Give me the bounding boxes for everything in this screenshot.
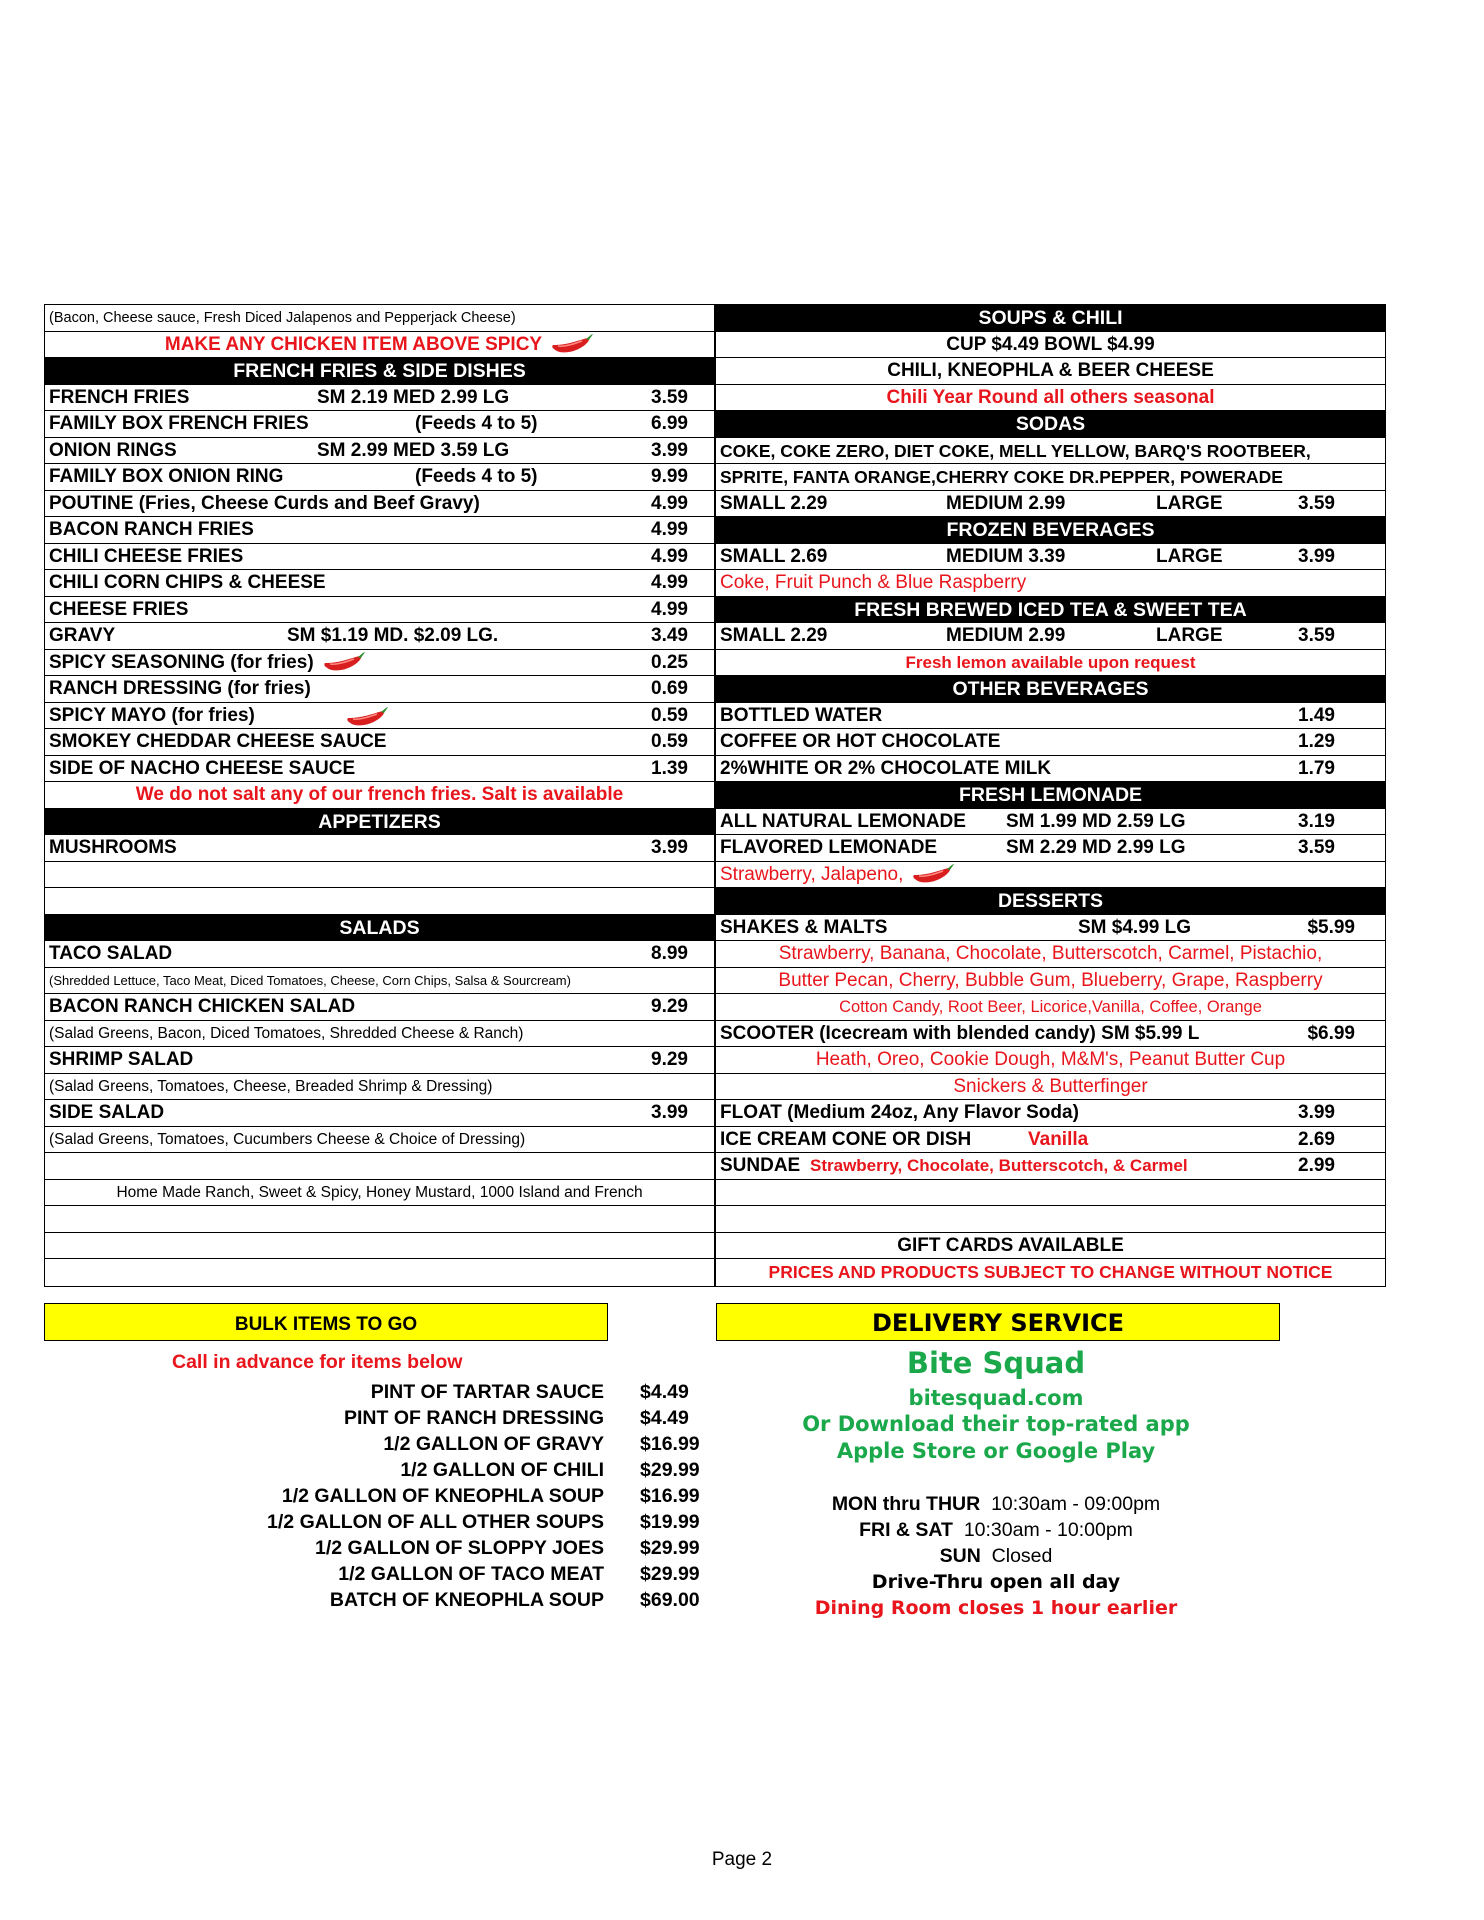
item-name-wrap [45, 650, 366, 676]
delivery-title: DELIVERY SERVICE [871, 1309, 1125, 1337]
item-price: 4.99 [651, 492, 688, 514]
bulk-item-name: 1/2 GALLON OF ALL OTHER SOUPS [267, 1511, 604, 1533]
size-large: LARGE [1156, 625, 1223, 646]
item-price: 0.59 [651, 704, 688, 726]
desserts-header-label: DESSERTS [997, 890, 1104, 912]
soups-header-label: SOUPS & CHILI [978, 307, 1123, 329]
smokey-row [45, 729, 714, 756]
cup-bowl-row [716, 332, 1385, 359]
item-name: POUTINE (Fries, Cheese Curds and Beef Gravy) [49, 492, 480, 514]
item-sizes: SM 2.99 MED 3.59 LG [317, 439, 510, 461]
bulk-item-price: $29.99 [640, 1563, 700, 1585]
delivery-service-name: Bite Squad [906, 1346, 1086, 1380]
item-price: 2.99 [1298, 1155, 1335, 1176]
milk-row [716, 756, 1385, 783]
size-medium: MEDIUM 2.99 [946, 492, 1066, 514]
item-name: SPICY MAYO (for fries) [49, 704, 255, 726]
shake-flavors: Butter Pecan, Cherry, Bubble Gum, Blueberry, Grape, Raspberry [778, 969, 1323, 991]
chili-note: Chili Year Round all others seasonal [886, 386, 1215, 408]
hours-row [716, 1519, 1276, 1542]
bulk-item-name: PINT OF TARTAR SAUCE [370, 1381, 604, 1403]
delivery-title-box [716, 1303, 1280, 1341]
item-price: 3.99 [1298, 545, 1335, 567]
item-price: 3.49 [651, 625, 688, 646]
delivery-url[interactable]: bitesquad.com [908, 1386, 1084, 1410]
frozen-flavors: Coke, Fruit Punch & Blue Raspberry [720, 572, 1027, 593]
shrimp-desc-row [45, 1074, 714, 1101]
chili-line-row [716, 358, 1385, 385]
soup-list: CHILI, KNEOPHLA & BEER CHEESE [887, 360, 1214, 381]
item-name: ICE CREAM CONE OR DISH [720, 1128, 972, 1150]
lemonade-flavors-row [716, 862, 1385, 889]
gravy-row [45, 623, 714, 650]
tea-header-label: FRESH BREWED ICED TEA & SWEET TEA [854, 598, 1247, 621]
taco-desc-row [45, 968, 714, 995]
item-name: SCOOTER (Icecream with blended candy) SM $5.99 L [720, 1022, 1200, 1044]
size-large: LARGE [1156, 492, 1223, 514]
item-name: BACON RANCH FRIES [49, 519, 254, 540]
nacho-row [45, 756, 714, 783]
lemon-note-row [716, 650, 1385, 677]
size-small: SMALL 2.29 [720, 625, 828, 646]
shake-flavors-row-3 [716, 994, 1385, 1021]
soda-list: COKE, COKE ZERO, DIET COKE, MELL YELLOW, BARQ'S ROOTBEER, [720, 440, 1311, 461]
hours-time: 10:30am - 10:00pm [963, 1519, 1133, 1541]
item-price: 1.39 [651, 757, 688, 779]
sodas-header-label: SODAS [1015, 413, 1086, 435]
bulk-title: BULK ITEMS TO GO [234, 1314, 418, 1335]
menu-table [44, 304, 1386, 1282]
item-name: CHILI CHEESE FRIES [49, 545, 244, 567]
shake-flavors: Strawberry, Banana, Chocolate, Butterscotch, Carmel, Pistachio, [778, 943, 1323, 964]
item-price: 3.59 [1298, 837, 1335, 858]
disclaimer-row [716, 1259, 1385, 1286]
item-price: 6.99 [651, 413, 688, 434]
family-rings-row [45, 464, 714, 491]
bulk-item-name: 1/2 GALLON OF GRAVY [383, 1433, 604, 1455]
scooter-candy-row-1 [716, 1047, 1385, 1074]
scooter-candy-row-2 [716, 1074, 1385, 1101]
family-fries-row [45, 411, 714, 438]
cone-row [716, 1127, 1385, 1154]
chili-corn-row [45, 570, 714, 597]
dressings-list: Home Made Ranch, Sweet & Spicy, Honey Mustard, 1000 Island and French [116, 1183, 643, 1201]
bulk-item-name: 1/2 GALLON OF CHILI [400, 1459, 604, 1481]
chili-pepper-icon [911, 863, 955, 885]
item-price: 3.19 [1298, 810, 1335, 832]
bulk-title-box [44, 1303, 608, 1341]
item-name: SIDE SALAD [49, 1102, 165, 1123]
dressings-row [45, 1180, 714, 1207]
onion-rings-row [45, 438, 714, 465]
natural-lemonade-row [716, 809, 1385, 836]
salt-note-row [45, 782, 714, 809]
salt-note: We do not salt any of our french fries. Salt is available [135, 784, 624, 805]
other-header-label: OTHER BEVERAGES [952, 678, 1149, 700]
cup-bowl-prices: CUP $4.49 BOWL $4.99 [946, 333, 1155, 355]
soda-list: SPRITE, FANTA ORANGE,CHERRY COKE DR.PEPPER, POWERADE [720, 467, 1283, 487]
chili-pepper-icon [322, 651, 366, 673]
right-column [715, 304, 1386, 1287]
item-name: BACON RANCH CHICKEN SALAD [49, 996, 356, 1017]
size-medium: MEDIUM 2.99 [946, 625, 1066, 646]
item-name: FLOAT (Medium 24oz, Any Flavor Soda) [720, 1102, 1079, 1123]
ranch-row [45, 676, 714, 703]
item-name: SPICY SEASONING (for fries) [49, 651, 314, 673]
bulk-item-price: $4.49 [640, 1381, 689, 1403]
page-number: Page 2 [711, 1849, 773, 1870]
bulk-item-name: 1/2 GALLON OF SLOPPY JOES [315, 1537, 604, 1559]
frozen-sizes-row [716, 544, 1385, 571]
empty-row [45, 1153, 714, 1180]
item-description: (Salad Greens, Bacon, Diced Tomatoes, Shredded Cheese & Ranch) [49, 1024, 524, 1042]
flavored-lemonade-row [716, 835, 1385, 862]
item-name: CHEESE FRIES [49, 598, 189, 620]
scooter-candy: Heath, Oreo, Cookie Dough, M&M's, Peanut Butter Cup [815, 1049, 1286, 1070]
bulk-item-name: BATCH OF KNEOPHLA SOUP [329, 1589, 604, 1611]
sundae-row [716, 1153, 1385, 1180]
empty-row [45, 1206, 714, 1233]
item-name: FLAVORED LEMONADE [720, 837, 938, 858]
shakes-row [716, 915, 1385, 942]
item-feeds: (Feeds 4 to 5) [415, 413, 538, 434]
side-desc-row [45, 1127, 714, 1154]
item-name: RANCH DRESSING (for fries) [49, 678, 311, 699]
sodas-row-1 [716, 438, 1385, 465]
item-description: (Salad Greens, Tomatoes, Cheese, Breaded Shrimp & Dressing) [49, 1077, 493, 1095]
item-name: SIDE OF NACHO CHEESE SAUCE [49, 757, 356, 779]
size-small: SMALL 2.69 [720, 545, 828, 567]
bacon-ranch-fries-row [45, 517, 714, 544]
item-name: COFFEE OR HOT CHOCOLATE [720, 731, 1001, 752]
size-medium: MEDIUM 3.39 [946, 545, 1066, 567]
item-name: ONION RINGS [49, 439, 177, 461]
item-price: 4.99 [651, 598, 688, 620]
item-name: FRENCH FRIES [49, 386, 190, 408]
tea-header [716, 597, 1385, 624]
frozen-header-label: FROZEN BEVERAGES [946, 519, 1155, 541]
item-price: 2.69 [1298, 1128, 1335, 1150]
item-price: 1.29 [1298, 731, 1335, 752]
bulk-item-price: $16.99 [640, 1485, 700, 1507]
item-price: $6.99 [1301, 1021, 1355, 1047]
item-name: FAMILY BOX ONION RING [49, 466, 284, 487]
left-column [44, 304, 715, 1287]
item-price: 3.59 [1298, 625, 1335, 646]
fries-header-label: FRENCH FRIES & SIDE DISHES [233, 360, 526, 382]
salads-header-label: SALADS [339, 916, 420, 939]
item-name: ALL NATURAL LEMONADE [720, 810, 966, 832]
spicy-mayo-row [45, 703, 714, 730]
lemon-note: Fresh lemon available upon request [905, 652, 1196, 672]
item-price: 8.99 [651, 943, 688, 964]
bulk-item-price: $29.99 [640, 1459, 700, 1481]
item-name: TACO SALAD [49, 943, 173, 964]
item-price: 3.99 [651, 1102, 688, 1123]
lemonade-header-label: FRESH LEMONADE [958, 784, 1143, 806]
item-description: (Shredded Lettuce, Taco Meat, Diced Tomatoes, Cheese, Corn Chips, Salsa & Sourcream) [49, 972, 571, 988]
gift-cards-row [716, 1233, 1385, 1260]
item-price: 3.99 [651, 439, 688, 461]
bulk-note: Call in advance for items below [172, 1351, 463, 1373]
item-price: 1.79 [1298, 757, 1335, 779]
item-name: BOTTLED WATER [720, 704, 883, 726]
item-price: 9.29 [651, 1049, 688, 1070]
hours-days: MON thru THUR [831, 1493, 981, 1515]
delivery-app-line: Or Download their top-rated app [802, 1412, 1190, 1436]
item-price: 0.25 [651, 651, 688, 673]
fries-header [45, 358, 714, 385]
delivery-stores: Apple Store or Google Play [836, 1439, 1156, 1463]
size-small: SMALL 2.29 [720, 492, 828, 514]
item-price: 1.49 [1298, 704, 1335, 726]
item-price: 0.59 [651, 731, 688, 752]
hours-days: FRI & SAT [859, 1519, 953, 1541]
shake-flavors-row-2 [716, 968, 1385, 995]
bulk-item-price: $4.49 [640, 1407, 689, 1429]
water-row [716, 703, 1385, 730]
item-name: GRAVY [49, 625, 116, 646]
shake-flavors-row-1 [716, 941, 1385, 968]
mushrooms-row [45, 835, 714, 862]
spicy-note: MAKE ANY CHICKEN ITEM ABOVE SPICY [164, 333, 543, 355]
spicy-seasoning-row [45, 650, 714, 677]
hours-time: 10:30am - 09:00pm [991, 1493, 1161, 1515]
soda-sizes-row [716, 491, 1385, 518]
float-row [716, 1100, 1385, 1127]
empty-row [45, 1259, 714, 1286]
sodas-header [716, 411, 1385, 438]
spicy-note-row [45, 332, 714, 359]
empty-row [45, 888, 714, 915]
lemonade-header [716, 782, 1385, 809]
item-sizes: SM 2.29 MD 2.99 LG [1006, 837, 1186, 858]
empty-row [45, 862, 714, 889]
item-price: $5.99 [1307, 916, 1355, 938]
item-name: CHILI CORN CHIPS & CHEESE [49, 572, 326, 593]
hours-days: SUN [939, 1545, 981, 1567]
item-price: 4.99 [651, 519, 688, 540]
cheese-fries-row [45, 597, 714, 624]
empty-row [716, 1180, 1385, 1207]
item-price: 9.29 [651, 996, 688, 1017]
poutine-row [45, 491, 714, 518]
item-price: 0.69 [651, 678, 688, 699]
item-price: 3.99 [651, 837, 688, 858]
bulk-item-name: 1/2 GALLON OF KNEOPHLA SOUP [281, 1485, 604, 1507]
item-name: SMOKEY CHEDDAR CHEESE SAUCE [49, 731, 387, 752]
item-feeds: (Feeds 4 to 5) [415, 466, 538, 487]
bulk-item-price: $29.99 [640, 1537, 700, 1559]
empty-row [716, 1206, 1385, 1233]
item-name: MUSHROOMS [49, 837, 177, 858]
item-price: 4.99 [651, 572, 688, 593]
item-price: 4.99 [651, 545, 688, 567]
item-flavors: Strawberry, Chocolate, Butterscotch, & Carmel [810, 1156, 1188, 1175]
bacon-salad-row [45, 994, 714, 1021]
appetizers-header [45, 809, 714, 836]
dining-note: Dining Room closes 1 hour earlier [814, 1597, 1178, 1619]
lemonade-flavors: Strawberry, Jalapeno, [720, 863, 904, 885]
item-price: 9.99 [651, 466, 688, 487]
item-price: 3.99 [1298, 1102, 1335, 1123]
bulk-item-name: PINT OF RANCH DRESSING [343, 1407, 604, 1429]
hours-time: Closed [991, 1545, 1053, 1567]
french-fries-row [45, 385, 714, 412]
size-large: LARGE [1156, 545, 1223, 567]
taco-salad-row [45, 941, 714, 968]
bacon-desc-row [45, 1021, 714, 1048]
salads-header [45, 915, 714, 942]
scooter-candy: Snickers & Butterfinger [953, 1075, 1148, 1097]
intro-row [45, 305, 714, 332]
item-price: 3.59 [1298, 492, 1335, 514]
coffee-row [716, 729, 1385, 756]
bulk-item-price: $69.00 [640, 1589, 700, 1611]
appetizers-header-label: APPETIZERS [318, 810, 441, 833]
item-sizes: SM $4.99 LG [1078, 916, 1191, 938]
item-sizes: SM $1.19 MD. $2.09 LG. [287, 625, 499, 646]
chili-pepper-icon [345, 706, 389, 728]
hours-row [716, 1493, 1276, 1516]
drive-thru-note: Drive-Thru open all day [871, 1571, 1121, 1593]
frozen-flavors-row [716, 570, 1385, 597]
shrimp-salad-row [45, 1047, 714, 1074]
disclaimer: PRICES AND PRODUCTS SUBJECT TO CHANGE WITHOUT NOTICE [768, 1262, 1333, 1282]
bulk-item-price: $16.99 [640, 1433, 700, 1455]
item-sizes: SM 2.19 MED 2.99 LG [317, 386, 510, 408]
item-flavor: Vanilla [1028, 1128, 1089, 1150]
bulk-item-price: $19.99 [640, 1511, 700, 1533]
chili-cheese-fries-row [45, 544, 714, 571]
item-name: SHRIMP SALAD [49, 1049, 194, 1070]
soups-header [716, 305, 1385, 332]
intro-text: (Bacon, Cheese sauce, Fresh Diced Jalapenos and Pepperjack Cheese) [49, 310, 516, 326]
item-description: (Salad Greens, Tomatoes, Cucumbers Cheese & Choice of Dressing) [49, 1130, 526, 1148]
shake-flavors: Cotton Candy, Root Beer, Licorice,Vanilla, Coffee, Orange [839, 998, 1262, 1016]
bulk-item-name: 1/2 GALLON OF TACO MEAT [338, 1563, 604, 1585]
frozen-header [716, 517, 1385, 544]
item-name: 2%WHITE OR 2% CHOCOLATE MILK [720, 757, 1052, 779]
hours-row [716, 1545, 1276, 1568]
desserts-header [716, 888, 1385, 915]
item-price: 3.59 [651, 386, 688, 408]
gift-cards-note: GIFT CARDS AVAILABLE [897, 1234, 1124, 1256]
side-salad-row [45, 1100, 714, 1127]
chili-note-row [716, 385, 1385, 412]
empty-row [45, 1233, 714, 1260]
chili-pepper-icon [550, 333, 594, 355]
item-name: FAMILY BOX FRENCH FRIES [49, 413, 309, 434]
item-sizes: SM 1.99 MD 2.59 LG [1006, 810, 1186, 832]
item-name: SUNDAE [720, 1155, 801, 1176]
tea-sizes-row [716, 623, 1385, 650]
sodas-row-2 [716, 464, 1385, 491]
other-header [716, 676, 1385, 703]
item-name: SHAKES & MALTS [720, 916, 888, 938]
scooter-row [716, 1021, 1385, 1048]
